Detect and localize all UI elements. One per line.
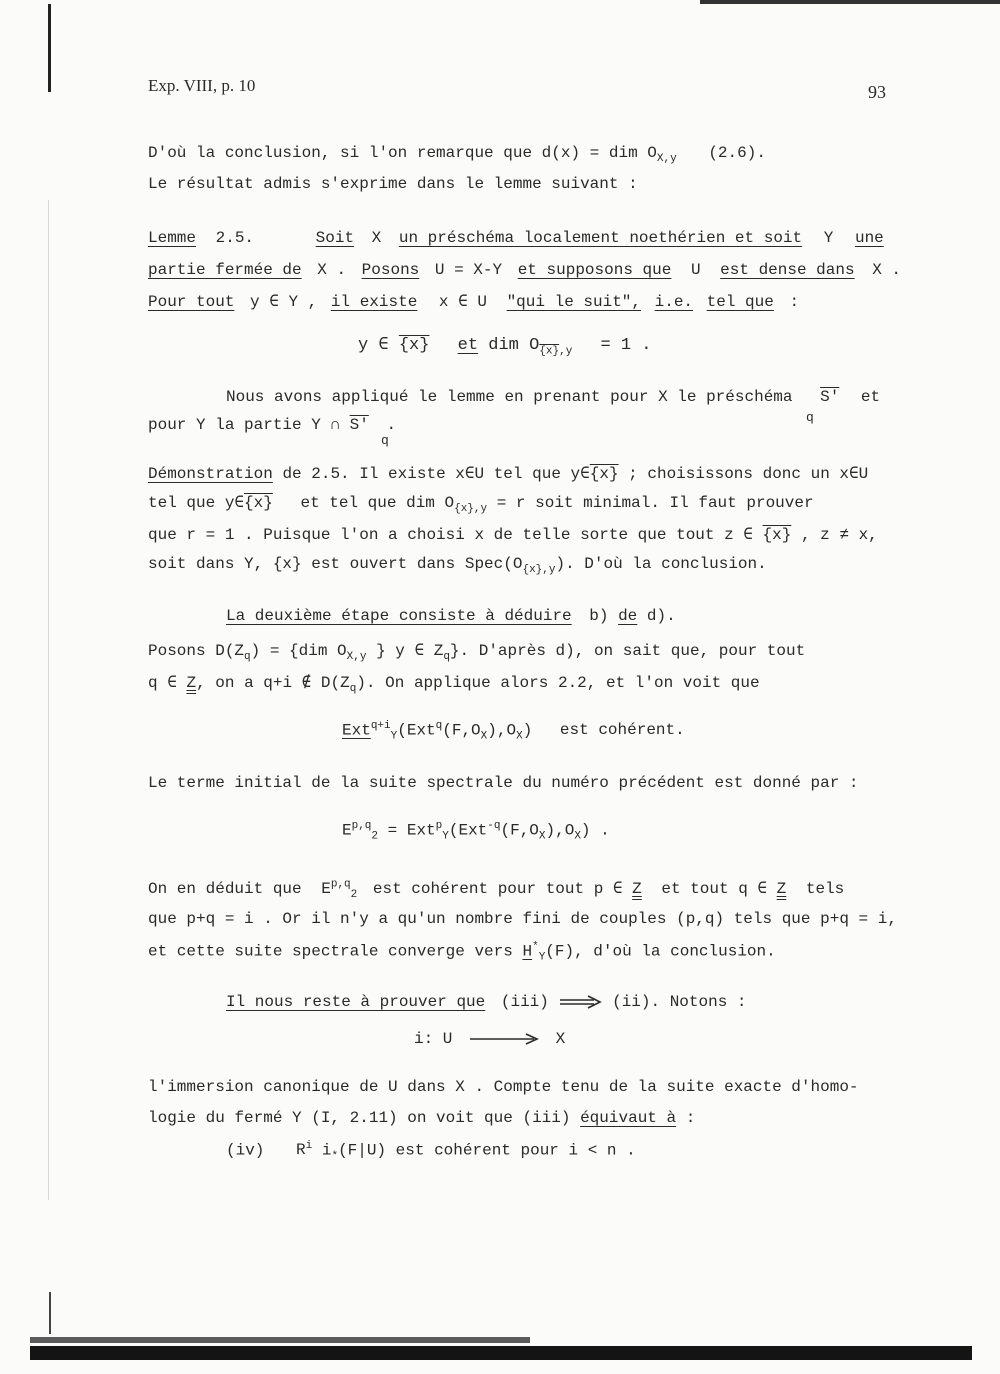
scan-binding-mark (48, 4, 51, 92)
right-arrow-icon (468, 1032, 540, 1046)
implies-arrow-icon (558, 995, 602, 1009)
text-line: On en déduit que E$^{p,q}_2$ est cohérent pour tout p ∈ Z et tout q ∈ Z tels (148, 878, 845, 902)
text-line: pour Y la partie Y ∩ S' . (148, 416, 397, 434)
text-line: q ∈ Z, on a q+i ∉ $D(Z_q)$. On applique alors 2.2, et l'on voit que (148, 674, 760, 696)
scan-top-edge (700, 0, 1000, 4)
scan-bottom-edge (30, 1346, 972, 1360)
display-formula: $E^{p,q}_2 = Ext^p_Y(Ext^{-q}(F,O_X),O_X)$ . (342, 820, 610, 843)
text-line: (iv) $R^i$ $i_*(F|U)$ est cohérent pour i < n . (226, 1140, 636, 1163)
lemma-label: Lemme (148, 229, 197, 247)
text-line: Le résultat admis s'exprime dans le lemme suivant : (148, 175, 638, 193)
text-line: Pour tout y ∈ Y , il existe x ∈ U "qui le suit", i.e. tel que : (148, 293, 800, 311)
text-line: La deuxième étape consiste à déduire b) de d). (226, 607, 676, 625)
text-line: Posons $D(Z_q) = \{dim$ $O_{X,y}$ } y ∈ $Z_q$}. D'après d), on sait que, pour tout (148, 642, 806, 664)
scan-bottom-shadow (30, 1337, 530, 1343)
text-line: partie fermée de X . Posons U = X-Y et supposons que U est dense dans X . (148, 261, 901, 279)
text-line: et cette suite spectrale converge vers $H^*_Y(F)$, d'où la conclusion. (148, 941, 776, 964)
page-spine-shadow (48, 200, 49, 1200)
text-line: Le terme initial de la suite spectrale du numéro précédent est donné par : (148, 774, 859, 792)
proof-line: Démonstration de 2.5. Il existe x∈U tel que y∈{x} ; choisissons donc un x∈U (148, 465, 869, 483)
text-line: que r = 1 . Puisque l'on a choisi x de telle sorte que tout z ∈ {x} , z ≠ x, (148, 526, 878, 544)
running-head: Exp. VIII, p. 10 (148, 76, 256, 95)
text-line: soit dans Y, {x} est ouvert dans $Spec(O_{\{x\},y})$. D'où la conclusion. (148, 555, 767, 577)
display-formula: $Ext^{q+i}_Y(Ext^q(F,O_X),O_X)$ est cohérent. (342, 720, 685, 743)
page-number: 93 (868, 82, 886, 102)
text-line: l'immersion canonique de U dans X . Compte tenu de la suite exacte d'homo- (148, 1078, 859, 1096)
text-line: Il nous reste à prouver que (iii) (ii). Notons : (226, 993, 747, 1011)
text-line: logie du fermé Y (I, 2.11) on voit que (iii) équivaut à : (148, 1109, 696, 1127)
scan-binding-mark-bottom (49, 1292, 51, 1334)
text-line: D'où la conclusion, si l'on remarque que d(x) = dim $O_{X,y}$ (2.6). (148, 144, 766, 166)
display-formula: i: U X (414, 1030, 566, 1048)
lemma-statement: Lemme 2.5. Soit X un préschéma localement noethérien et soit Y une (148, 229, 884, 247)
subscript: q (381, 433, 389, 448)
display-formula: y ∈ {x} et dim $O_{\{x\},y} = 1$ . (358, 336, 652, 358)
text-line: que p+q = i . Or il n'y a qu'un nombre fini de couples (p,q) tels que p+q = i, (148, 910, 897, 928)
proof-label: Démonstration (148, 465, 273, 483)
subscript: q (806, 410, 814, 425)
text-line: Nous avons appliqué le lemme en prenant pour X le préschéma S' et (226, 388, 881, 406)
text-line: tel que y∈{x} et tel que dim $O_{\{x\},y} = r$ soit minimal. Il faut prouver (148, 494, 814, 516)
